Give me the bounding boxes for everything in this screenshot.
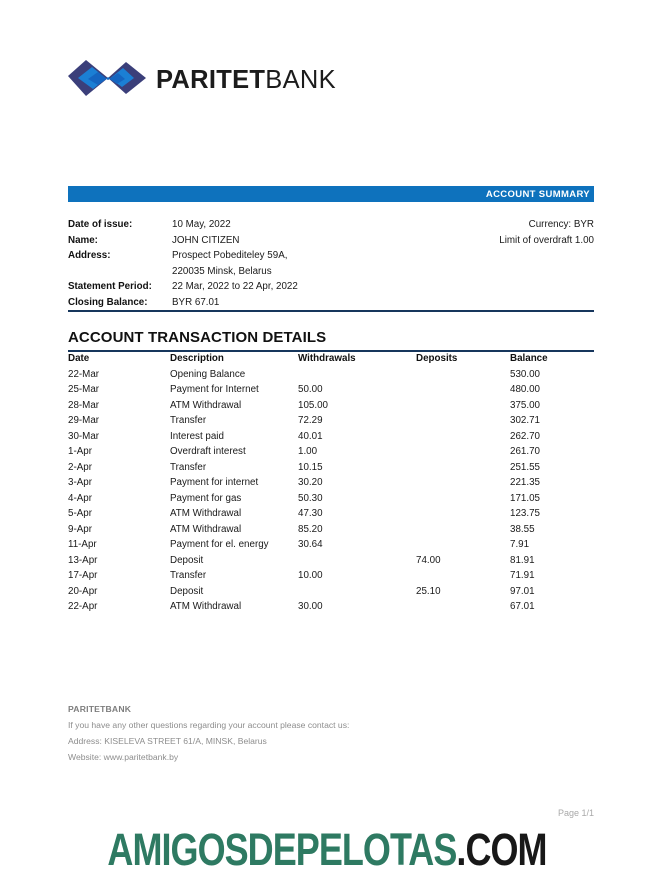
cell-balance: 123.75	[510, 508, 540, 519]
table-row	[68, 369, 594, 385]
bank-name	[156, 68, 336, 94]
cell-description: Transfer	[170, 461, 207, 473]
table-row	[68, 446, 594, 462]
table-row	[68, 477, 594, 493]
cell-description: ATM Withdrawal	[170, 601, 242, 612]
cell-balance: 480.00	[510, 384, 540, 395]
cell-withdrawals: 50.30	[298, 492, 323, 504]
footer-bank-name: PARITETBANK	[68, 704, 132, 714]
cell-withdrawals: 10.00	[298, 570, 323, 581]
cell-description: Opening Balance	[170, 368, 246, 380]
cell-withdrawals: 50.00	[298, 384, 323, 395]
summary-label: Name:	[68, 234, 98, 246]
cell-deposits: 25.10	[416, 585, 441, 597]
cell-balance: 38.55	[510, 523, 535, 535]
bank-logo	[68, 58, 336, 104]
cell-balance: 530.00	[510, 368, 540, 380]
summary-right-column	[499, 219, 594, 250]
cell-description: Transfer	[170, 570, 207, 581]
summary-value: 10 May, 2022	[172, 219, 231, 230]
currency-line: Currency: BYR	[528, 219, 594, 230]
cell-balance: 7.91	[510, 539, 530, 550]
cell-description: Payment for Internet	[170, 384, 259, 395]
cell-date: 17-Apr	[68, 570, 98, 581]
table-header-row	[68, 353, 594, 369]
cell-balance: 262.70	[510, 430, 540, 442]
watermark-dark-text: .COM	[456, 824, 547, 875]
watermark-green-text: AMIGOSDEPELOTAS	[107, 824, 457, 875]
page-number: Page 1/1	[557, 808, 594, 818]
cell-withdrawals: 30.20	[298, 477, 323, 488]
cell-date: 4-Apr	[68, 492, 92, 504]
summary-label: Address:	[68, 250, 111, 262]
cell-description: ATM Withdrawal	[170, 399, 242, 411]
cell-withdrawals: 47.30	[298, 508, 323, 519]
cell-description: Deposit	[170, 554, 204, 566]
summary-label: Closing Balance:	[68, 296, 148, 308]
header-balance: Balance	[510, 353, 548, 364]
table-row	[68, 384, 594, 400]
summary-label: Date of issue:	[68, 219, 133, 230]
cell-withdrawals: 1.00	[298, 446, 318, 457]
cell-date: 11-Apr	[68, 539, 97, 550]
transaction-details-title: ACCOUNT TRANSACTION DETAILS	[68, 329, 327, 346]
table-row	[68, 493, 594, 509]
cell-description: Payment for gas	[170, 492, 242, 504]
cell-date: 1-Apr	[68, 446, 92, 457]
header-deposits: Deposits	[416, 353, 458, 364]
header-withdrawals: Withdrawals	[298, 353, 356, 364]
cell-withdrawals: 10.15	[298, 461, 323, 473]
table-row	[68, 555, 594, 571]
summary-row	[68, 281, 594, 297]
cell-date: 22-Apr	[68, 601, 98, 612]
table-row	[68, 601, 594, 617]
cell-deposits: 74.00	[416, 554, 441, 566]
site-watermark	[65, 824, 588, 876]
cell-date: 30-Mar	[68, 430, 100, 442]
bank-name-light: BANK	[265, 66, 336, 95]
cell-date: 2-Apr	[68, 461, 92, 473]
cell-date: 5-Apr	[68, 508, 92, 519]
cell-date: 20-Apr	[68, 585, 98, 597]
table-row	[68, 415, 594, 431]
paritetbank-zigzag-logo-icon	[68, 58, 146, 104]
summary-divider	[68, 310, 594, 312]
cell-description: Payment for el. energy	[170, 539, 269, 550]
table-divider	[68, 350, 594, 352]
footer-website: Website: www.paritetbank.by	[68, 752, 179, 762]
cell-date: 3-Apr	[68, 477, 92, 488]
cell-balance: 97.01	[510, 585, 535, 597]
summary-value: 220035 Minsk, Belarus	[172, 265, 272, 277]
cell-balance: 375.00	[510, 399, 540, 411]
cell-withdrawals: 105.00	[298, 399, 328, 411]
overdraft-limit-line: Limit of overdraft 1.00	[499, 234, 594, 246]
bank-name-bold: PARITET	[156, 66, 266, 95]
table-row	[68, 586, 594, 602]
cell-description: Payment for internet	[170, 477, 259, 488]
summary-label: Statement Period:	[68, 281, 152, 293]
table-row	[68, 570, 594, 586]
header-date: Date	[68, 353, 90, 364]
cell-date: 9-Apr	[68, 523, 92, 535]
cell-withdrawals: 85.20	[298, 523, 323, 535]
cell-description: Transfer	[170, 415, 207, 426]
footer-address: Address: KISELEVA STREET 61/A, MINSK, Belarus	[68, 736, 267, 746]
cell-balance: 67.01	[510, 601, 535, 612]
summary-value: 22 Mar, 2022 to 22 Apr, 2022	[172, 281, 298, 293]
header-description: Description	[170, 353, 224, 364]
account-summary-details	[68, 219, 594, 313]
cell-date: 13-Apr	[68, 554, 98, 566]
cell-date: 29-Mar	[68, 415, 100, 426]
table-row	[68, 400, 594, 416]
cell-balance: 221.35	[510, 477, 540, 488]
cell-balance: 251.55	[510, 461, 540, 473]
summary-row	[68, 266, 594, 282]
cell-description: Deposit	[170, 585, 204, 597]
cell-withdrawals: 72.29	[298, 415, 323, 426]
cell-balance: 81.91	[510, 554, 535, 566]
cell-balance: 171.05	[510, 492, 540, 504]
cell-balance: 302.71	[510, 415, 540, 426]
summary-row	[68, 250, 594, 266]
statement-footer	[68, 701, 498, 765]
cell-date: 25-Mar	[68, 384, 100, 395]
cell-date: 28-Mar	[68, 399, 100, 411]
table-row	[68, 431, 594, 447]
footer-contact-line: If you have any other questions regarding your account please contact us:	[68, 720, 350, 730]
cell-withdrawals: 30.00	[298, 601, 323, 612]
cell-withdrawals: 30.64	[298, 539, 323, 550]
summary-value: BYR 67.01	[172, 296, 220, 308]
table-row	[68, 508, 594, 524]
table-row	[68, 462, 594, 478]
table-row	[68, 524, 594, 540]
cell-date: 22-Mar	[68, 368, 100, 380]
cell-description: ATM Withdrawal	[170, 508, 242, 519]
cell-withdrawals: 40.01	[298, 430, 323, 442]
cell-description: Overdraft interest	[170, 446, 246, 457]
transactions-table	[68, 353, 594, 617]
table-row	[68, 539, 594, 555]
cell-description: Interest paid	[170, 430, 224, 442]
cell-balance: 261.70	[510, 446, 540, 457]
cell-balance: 71.91	[510, 570, 535, 581]
account-summary-bar	[68, 186, 594, 202]
summary-value: JOHN CITIZEN	[172, 234, 240, 246]
cell-description: ATM Withdrawal	[170, 523, 242, 535]
summary-value: Prospect Pobediteley 59A,	[172, 250, 288, 262]
account-summary-label: ACCOUNT SUMMARY	[485, 188, 590, 200]
